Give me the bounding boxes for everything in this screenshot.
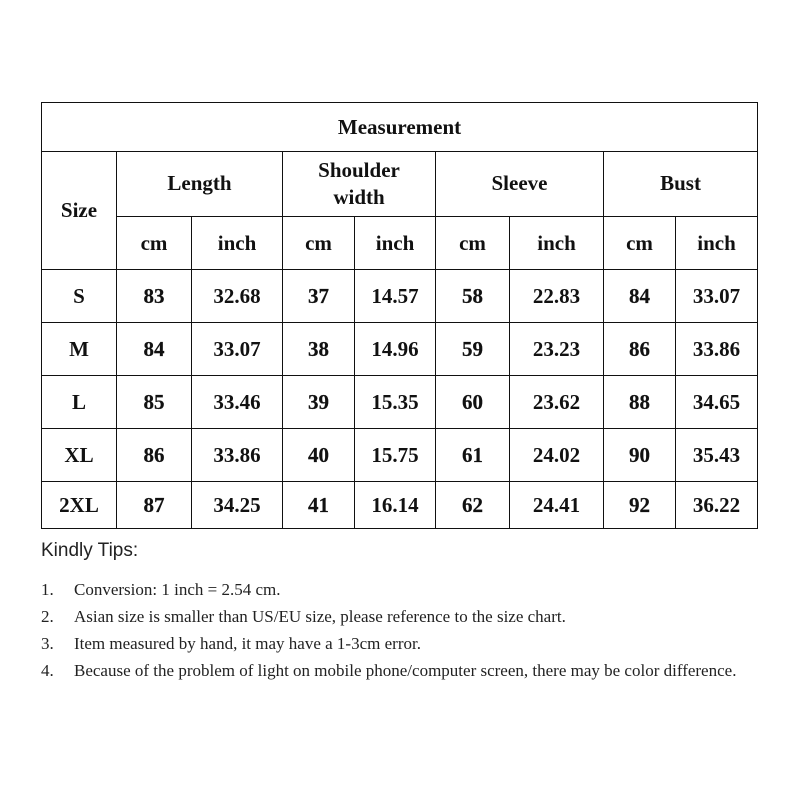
list-item xyxy=(41,603,781,630)
value-cell: 84 xyxy=(117,323,192,376)
tips-list xyxy=(41,576,781,684)
value-cell: 33.86 xyxy=(676,323,758,376)
list-item xyxy=(41,630,781,657)
size-cell: M xyxy=(42,323,117,376)
value-cell: 40 xyxy=(283,429,355,482)
value-cell: 23.23 xyxy=(510,323,604,376)
value-cell: 16.14 xyxy=(355,482,436,529)
list-item-text: Asian size is smaller than US/EU size, please reference to the size chart. xyxy=(74,607,566,626)
value-cell: 14.57 xyxy=(355,270,436,323)
unit-header: inch xyxy=(355,217,436,270)
table-row xyxy=(42,429,758,482)
kindly-tips xyxy=(41,540,781,684)
value-cell: 86 xyxy=(117,429,192,482)
value-cell: 22.83 xyxy=(510,270,604,323)
unit-header: cm xyxy=(117,217,192,270)
value-cell: 33.07 xyxy=(192,323,283,376)
size-cell: 2XL xyxy=(42,482,117,529)
list-item-number: 4. xyxy=(41,661,54,680)
value-cell: 38 xyxy=(283,323,355,376)
value-cell: 35.43 xyxy=(676,429,758,482)
value-cell: 15.35 xyxy=(355,376,436,429)
value-cell: 86 xyxy=(604,323,676,376)
value-cell: 33.86 xyxy=(192,429,283,482)
unit-header: cm xyxy=(283,217,355,270)
value-cell: 60 xyxy=(436,376,510,429)
value-cell: 83 xyxy=(117,270,192,323)
value-cell: 61 xyxy=(436,429,510,482)
value-cell: 36.22 xyxy=(676,482,758,529)
value-cell: 41 xyxy=(283,482,355,529)
unit-header: inch xyxy=(676,217,758,270)
value-cell: 88 xyxy=(604,376,676,429)
tips-title: Kindly Tips: xyxy=(41,540,139,561)
value-cell: 37 xyxy=(283,270,355,323)
table-title: Measurement xyxy=(42,103,758,152)
list-item-text: Item measured by hand, it may have a 1-3cm error. xyxy=(74,634,421,653)
unit-header: cm xyxy=(604,217,676,270)
value-cell: 24.41 xyxy=(510,482,604,529)
value-cell: 23.62 xyxy=(510,376,604,429)
unit-header: inch xyxy=(192,217,283,270)
list-item-number: 1. xyxy=(41,580,54,599)
size-cell: XL xyxy=(42,429,117,482)
table-row xyxy=(42,323,758,376)
value-cell: 34.65 xyxy=(676,376,758,429)
value-cell: 39 xyxy=(283,376,355,429)
value-cell: 84 xyxy=(604,270,676,323)
list-item-number: 2. xyxy=(41,607,54,626)
list-item-text: Because of the problem of light on mobile phone/computer screen, there may be color difference. xyxy=(74,661,737,680)
value-cell: 33.46 xyxy=(192,376,283,429)
group-header-length: Length xyxy=(117,152,283,217)
list-item-number: 3. xyxy=(41,634,54,653)
list-item-text: Conversion: 1 inch = 2.54 cm. xyxy=(74,580,281,599)
value-cell: 59 xyxy=(436,323,510,376)
table-row xyxy=(42,376,758,429)
size-chart-table xyxy=(41,102,758,529)
value-cell: 92 xyxy=(604,482,676,529)
value-cell: 90 xyxy=(604,429,676,482)
table-row xyxy=(42,270,758,323)
size-cell: L xyxy=(42,376,117,429)
group-header-bust: Bust xyxy=(604,152,758,217)
value-cell: 34.25 xyxy=(192,482,283,529)
unit-header: inch xyxy=(510,217,604,270)
value-cell: 85 xyxy=(117,376,192,429)
group-header-sleeve: Sleeve xyxy=(436,152,604,217)
value-cell: 14.96 xyxy=(355,323,436,376)
list-item xyxy=(41,576,781,603)
value-cell: 58 xyxy=(436,270,510,323)
list-item xyxy=(41,657,781,684)
group-header-shoulder-width xyxy=(283,152,436,217)
value-cell: 62 xyxy=(436,482,510,529)
value-cell: 33.07 xyxy=(676,270,758,323)
size-cell: S xyxy=(42,270,117,323)
value-cell: 24.02 xyxy=(510,429,604,482)
value-cell: 32.68 xyxy=(192,270,283,323)
unit-header: cm xyxy=(436,217,510,270)
value-cell: 15.75 xyxy=(355,429,436,482)
value-cell: 87 xyxy=(117,482,192,529)
size-column-header: Size xyxy=(42,152,117,270)
group-header-shoulder-width-text: Shoulder width xyxy=(318,157,400,209)
table-row xyxy=(42,482,758,529)
